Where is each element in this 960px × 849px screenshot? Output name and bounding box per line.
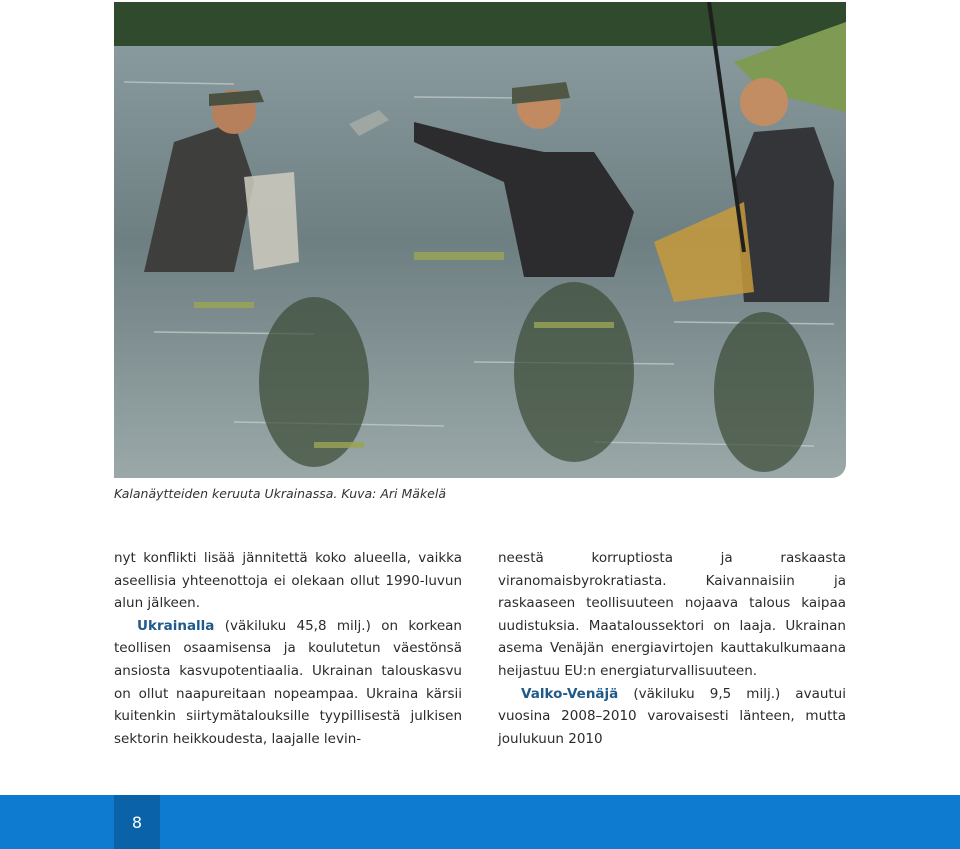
paragraph-ukraina <box>114 615 462 751</box>
text-column-right <box>498 547 846 750</box>
paragraph-text: (väkiluku 9,5 milj.) avautui vuosina 2008–2010 varovaisesti länteen, mutta joulukuun 2010 <box>498 685 846 747</box>
paragraph: nyt konflikti lisää jännitettä koko alueella, vaikka aseellisia yhteenottoja ei olekaan ollut 1990-luvun alun jälkeen. <box>114 550 462 612</box>
country-heading-valko-venaja: Valko-Venäjä <box>521 685 619 702</box>
paragraph: neestä korruptiosta ja raskaasta viranomaisbyrokratiasta. Kaivannaisiin ja raskaaseen teollisuuteen nojaava talous kaipaa uudistuksia. Maataloussektori on laaja. Ukrainan asema Venäjän energiavirtojen kauttakulkumaana heijastuu EU:n energiaturvallisuuteen. <box>498 550 846 679</box>
paragraph-text: (väkiluku 45,8 milj.) on korkean teollisen osaamisensa ja koulutetun väestönsä ansiosta kasvupotentiaalia. Ukrainan talouskasvu on ollut naapureitaan nopeampaa. Ukraina kärsii kuitenkin siirtymätalouksille tyypillisestä julkisen sektorin heikkoudesta, laajalle levin- <box>114 617 462 747</box>
page-number: 8 <box>114 795 160 849</box>
text-column-left <box>114 547 462 750</box>
photo-caption: Kalanäytteiden keruuta Ukrainassa. Kuva: Ari Mäkelä <box>114 486 447 501</box>
paragraph-valko-venaja <box>498 683 846 751</box>
country-heading-ukraina: Ukrainalla <box>137 617 215 634</box>
photo-fishermen-in-river <box>114 2 846 478</box>
